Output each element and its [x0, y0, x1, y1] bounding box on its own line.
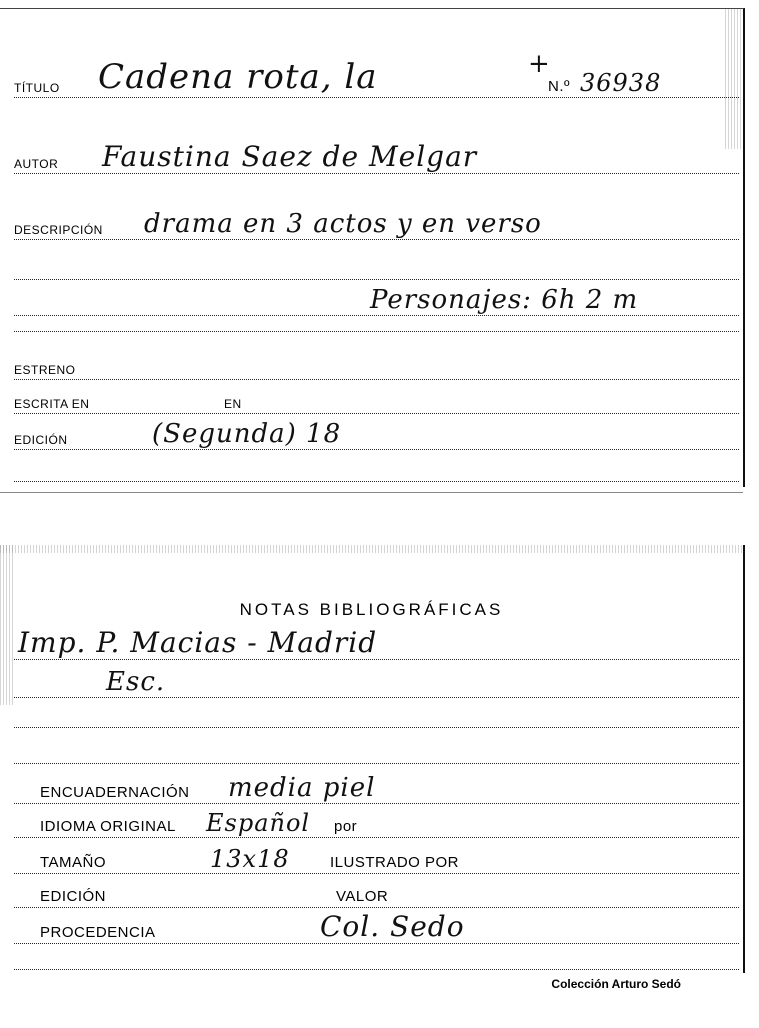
descripcion-row	[14, 205, 739, 240]
titulo-row	[14, 49, 739, 98]
encuadernacion-label: ENCUADERNACIÓN	[40, 784, 190, 801]
procedencia-label: PROCEDENCIA	[40, 924, 156, 941]
titulo-value: Cadena rota, la	[98, 57, 378, 97]
blank-row	[14, 733, 739, 764]
number-label: N.º	[548, 78, 570, 95]
por-label: por	[334, 818, 358, 835]
blank-row	[14, 697, 739, 728]
idioma-row	[14, 803, 739, 838]
esc-row	[14, 665, 739, 698]
idioma-value: Español	[206, 809, 311, 837]
estreno-row	[14, 345, 739, 380]
number-value: 36938	[580, 69, 662, 97]
cross-mark: +	[528, 49, 551, 79]
personajes-value: Personajes: 6h 2 m	[370, 285, 639, 315]
blank-row	[14, 943, 739, 970]
tamano-label: TAMAÑO	[40, 854, 107, 871]
descripcion-label: DESCRIPCIÓN	[14, 223, 103, 237]
idioma-label: IDIOMA ORIGINAL	[40, 818, 176, 835]
scan-noise	[0, 545, 743, 553]
escrita-row	[14, 379, 739, 414]
ilustrado-label: ILUSTRADO POR	[330, 854, 460, 871]
imprenta-row	[14, 625, 739, 660]
catalog-card-top	[0, 8, 745, 487]
imprenta-value: Imp. P. Macias - Madrid	[18, 626, 378, 659]
autor-row	[14, 139, 739, 174]
escrita-label: ESCRITA EN	[14, 397, 90, 411]
catalog-card-bottom	[0, 545, 745, 973]
esc-value: Esc.	[106, 667, 166, 697]
procedencia-value: Col. Sedo	[320, 910, 465, 943]
edicion-label: EDICIÓN	[40, 888, 107, 905]
estreno-label: ESTRENO	[14, 363, 76, 377]
scan-noise	[0, 545, 14, 705]
procedencia-row	[14, 909, 739, 944]
autor-value: Faustina Saez de Melgar	[102, 140, 478, 173]
notas-title: NOTAS BIBLIOGRÁFICAS	[239, 600, 504, 619]
tamano-value: 13x18	[210, 845, 290, 873]
descripcion-value: drama en 3 actos y en verso	[144, 209, 542, 239]
titulo-label: TÍTULO	[14, 81, 60, 95]
encuadernacion-value: media piel	[228, 773, 376, 803]
en-label: EN	[224, 397, 242, 411]
blank-row	[14, 307, 739, 332]
edicion-row	[14, 873, 739, 908]
blank-row	[14, 447, 739, 482]
edicion-label: EDICIÓN	[14, 433, 68, 447]
card-divider	[0, 492, 743, 493]
valor-label: VALOR	[336, 888, 389, 905]
tamano-row	[14, 839, 739, 874]
autor-label: AUTOR	[14, 157, 59, 171]
collection-footer: Colección Arturo Sedó	[551, 977, 681, 991]
edicion-value: (Segunda) 18	[152, 419, 342, 449]
encuadernacion-row	[14, 769, 739, 804]
blank-row	[14, 245, 739, 280]
edicion-row	[14, 415, 739, 450]
